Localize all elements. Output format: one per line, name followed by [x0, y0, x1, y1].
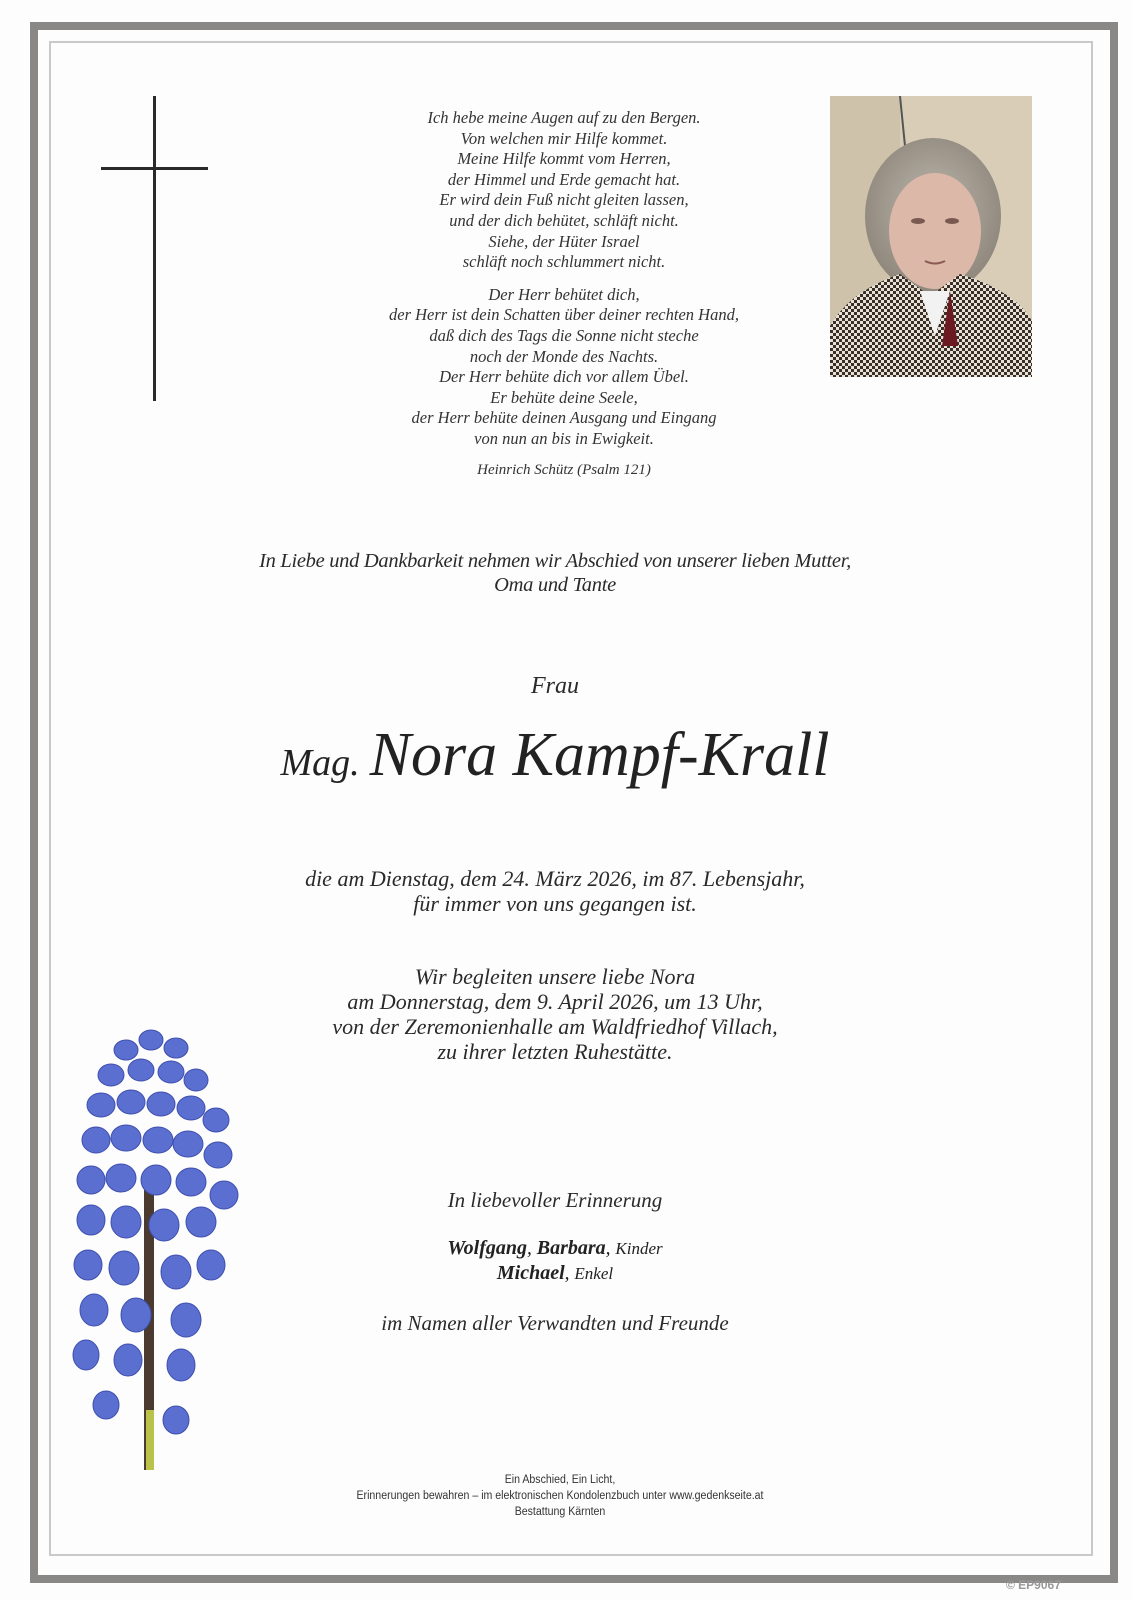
- footer-line-1: Ein Abschied, Ein Licht,: [504, 1474, 616, 1486]
- memory-heading: In liebevoller Erinnerung: [447, 1188, 663, 1212]
- salutation: Frau: [531, 673, 579, 699]
- deceased-name: Nora Kampf-Krall: [369, 721, 830, 789]
- psalm-line: Der Herr behüte dich vor allem Übel.: [439, 367, 689, 387]
- children-label: Kinder: [615, 1239, 663, 1258]
- grape-hyacinth-flower-image: [66, 1010, 246, 1480]
- intro-line-2: Oma und Tante: [494, 574, 616, 596]
- cross-vertical-bar: [153, 96, 156, 401]
- copyright-code: © EP9067: [1006, 1578, 1061, 1592]
- cross-horizontal-bar: [101, 167, 208, 170]
- funeral-line-3: von der Zeremonienhalle am Waldfriedhof Villach,: [332, 1014, 778, 1039]
- grandchildren-label: Enkel: [574, 1264, 614, 1283]
- death-notice-line-2: für immer von uns gegangen ist.: [413, 891, 697, 916]
- death-notice: [200, 866, 910, 916]
- funeral-line-2: am Donnerstag, dem 9. April 2026, um 13 Uhr,: [347, 989, 763, 1014]
- funeral-line-4: zu ihrer letzten Ruhestätte.: [437, 1039, 673, 1064]
- psalm-line: und der dich behütet, schläft nicht.: [449, 210, 679, 230]
- psalm-line: der Himmel und Erde gemacht hat.: [447, 169, 681, 189]
- farewell-intro: [150, 549, 960, 597]
- psalm-line: der Herr ist dein Schatten über deiner rechten Hand,: [389, 305, 739, 325]
- psalm-line: Meine Hilfe kommt vom Herren,: [457, 149, 671, 169]
- psalm-line: daß dich des Tags die Sonne nicht steche: [429, 325, 699, 345]
- psalm-line: Siehe, der Hüter Israel: [488, 231, 640, 251]
- mourners-closing: im Namen aller Verwandten und Freunde: [381, 1311, 729, 1335]
- intro-line-1: In Liebe und Dankbarkeit nehmen wir Abschied von unserer lieben Mutter,: [259, 550, 851, 572]
- psalm-stanza-1: [354, 108, 774, 273]
- psalm-verse: [354, 108, 774, 480]
- deceased-name-heading: [150, 720, 960, 791]
- psalm-line: Er wird dein Fuß nicht gleiten lassen,: [439, 190, 689, 210]
- grandchildren-line: Michael, Enkel: [496, 1262, 614, 1284]
- mourners-list: [350, 1236, 760, 1286]
- footer-notice: [321, 1472, 799, 1520]
- psalm-line: Von welchen mir Hilfe kommet.: [460, 128, 668, 148]
- psalm-line: noch der Monde des Nachts.: [469, 346, 659, 366]
- child-name: Wolfgang: [447, 1237, 527, 1259]
- children-line: Wolfgang, Barbara, Kinder: [447, 1237, 663, 1259]
- grandchild-name: Michael: [496, 1262, 565, 1284]
- psalm-line: Ich hebe meine Augen auf zu den Bergen.: [427, 108, 701, 127]
- child-name: Barbara: [536, 1237, 606, 1259]
- psalm-line: von nun an bis in Ewigkeit.: [474, 428, 654, 448]
- footer-line-3: Bestattung Kärnten: [514, 1506, 606, 1518]
- psalm-line: Der Herr behütet dich,: [488, 284, 640, 304]
- psalm-stanza-2: [354, 285, 774, 450]
- footer-line-2: Erinnerungen bewahren – im elektronischen Kondolenzbuch unter www.gedenkseite.at: [356, 1490, 764, 1502]
- psalm-line: schläft noch schlummert nicht.: [462, 252, 666, 272]
- psalm-author: Heinrich Schütz (Psalm 121): [477, 461, 651, 478]
- psalm-line: der Herr behüte deinen Ausgang und Eingang: [411, 408, 717, 428]
- portrait-photo: [830, 96, 1032, 377]
- funeral-line-1: Wir begleiten unsere liebe Nora: [414, 964, 696, 989]
- death-notice-line-1: die am Dienstag, dem 24. März 2026, im 87. Lebensjahr,: [305, 866, 805, 891]
- psalm-line: Er behüte deine Seele,: [490, 387, 638, 407]
- funeral-details: [200, 964, 910, 1064]
- academic-title: Mag.: [280, 742, 360, 784]
